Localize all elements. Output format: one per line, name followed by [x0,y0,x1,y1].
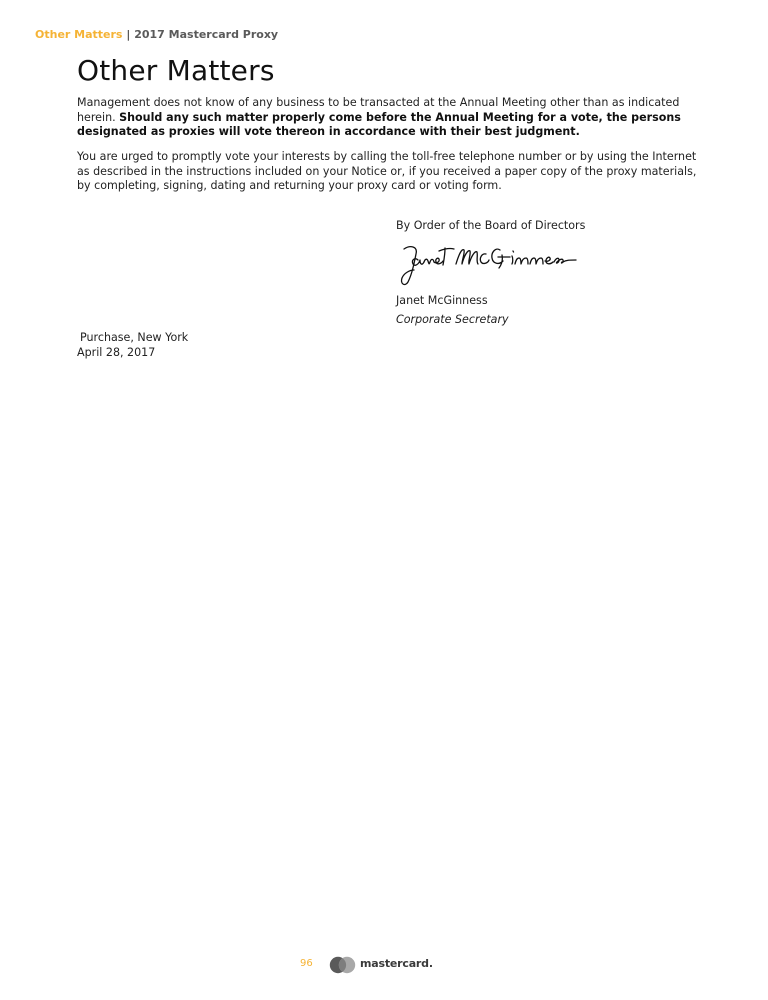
paragraph-management [77,96,705,140]
running-header [35,28,278,41]
brand-wordmark: mastercard. [360,957,433,970]
paragraph-management-normal: Management does not know of any business to be transacted at the Annual Meeting other than as indicated herein. [77,96,680,124]
signatory-title: Corporate Secretary [396,313,509,326]
by-order-line: By Order of the Board of Directors [396,219,586,232]
paragraph-management-bold: Should any such matter properly come before the Annual Meeting for a vote, the persons designated as proxies will vote thereon in accordance with their best judgment. [77,110,681,139]
header-section: Other Matters [35,28,123,41]
date: April 28, 2017 [77,345,156,359]
signatory-name: Janet McGinness [396,294,488,307]
page-number: 96 [300,958,313,969]
mastercard-logo-icon [328,956,358,974]
paragraph-voting-instructions: You are urged to promptly vote your interests by calling the toll-free telephone number or by using the Internet as described in the instructions included on your Notice or, if you received a paper copy of the proxy materials, by completing, signing, dating and returning your proxy card or voting form. [77,150,697,193]
page-footer [300,955,500,975]
header-separator: | [126,28,131,41]
location: Purchase, New York [80,331,189,344]
handwritten-signature [398,240,580,288]
header-document-title: 2017 Mastercard Proxy [134,28,279,41]
page-title: Other Matters [77,54,275,87]
place-and-date [77,331,188,360]
